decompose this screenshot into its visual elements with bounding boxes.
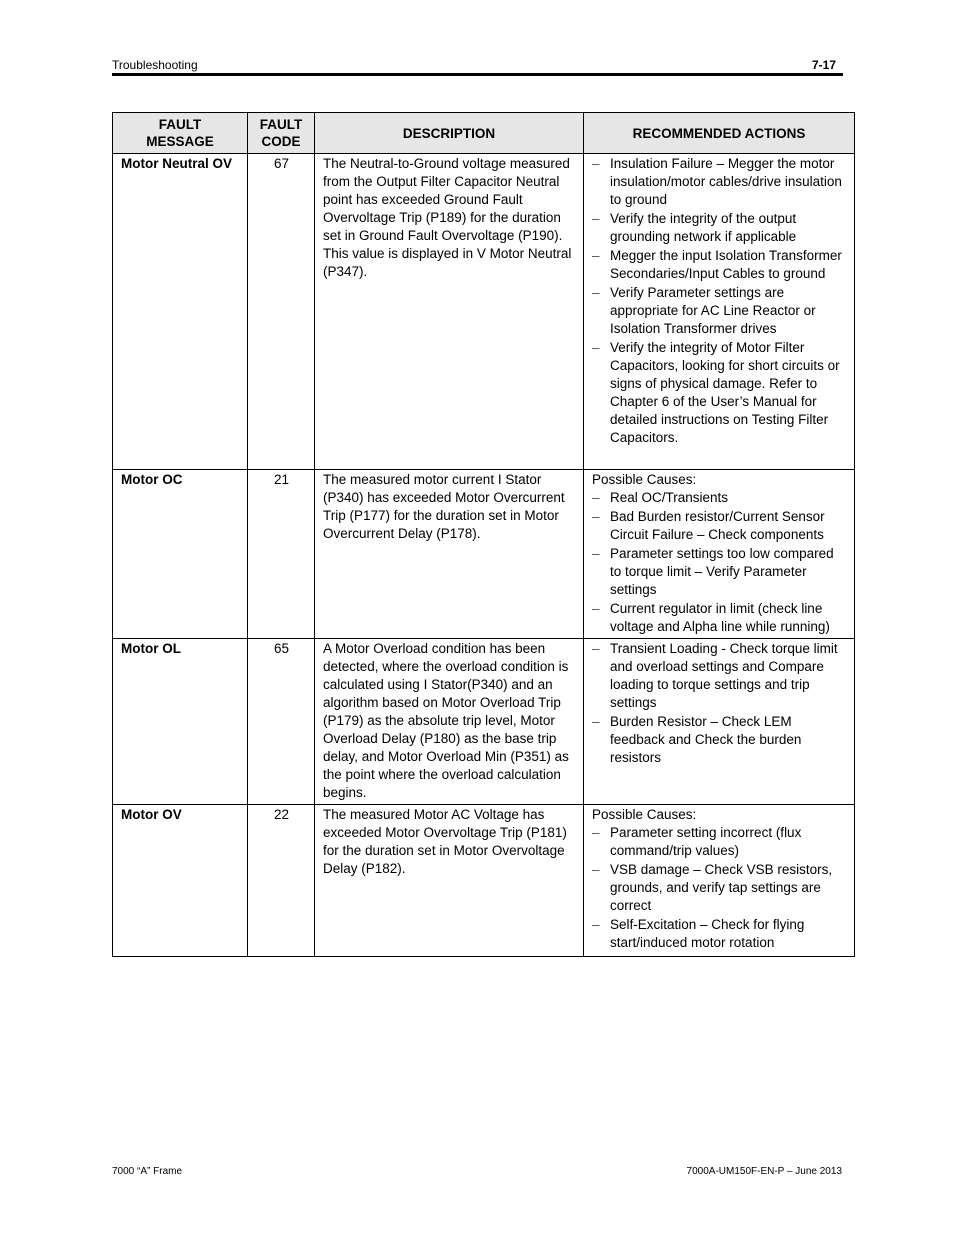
table-row bbox=[113, 470, 855, 639]
list-item: – Self-Excitation – Check for flying start/induced motor rotation bbox=[592, 917, 805, 950]
recommended-actions bbox=[584, 470, 855, 639]
table-row bbox=[113, 639, 855, 805]
fault-code: 21 bbox=[248, 470, 315, 639]
dash-icon: – bbox=[592, 917, 600, 932]
list-item: – Burden Resistor – Check LEM feedback and Check the burden resistors bbox=[592, 714, 802, 765]
header-rule bbox=[112, 73, 843, 76]
dash-icon: – bbox=[592, 641, 600, 656]
dash-icon: – bbox=[592, 248, 600, 263]
table-row bbox=[113, 805, 855, 957]
fault-description: The measured Motor AC Voltage has exceeded Motor Overvoltage Trip (P181) for the duration set in Motor Overvoltage Delay (P182). bbox=[315, 805, 584, 957]
dash-icon: – bbox=[592, 509, 600, 524]
list-item: – Bad Burden resistor/Current Sensor Circuit Failure – Check components bbox=[592, 509, 825, 542]
recommended-actions bbox=[584, 639, 855, 805]
recommended-actions bbox=[584, 154, 855, 470]
dash-icon: – bbox=[592, 340, 600, 355]
list-item: – Real OC/Transients bbox=[592, 490, 729, 505]
column-header-description: DESCRIPTION bbox=[315, 113, 584, 154]
action-list bbox=[592, 489, 847, 636]
action-list bbox=[592, 155, 847, 447]
fault-message: Motor OC bbox=[113, 470, 248, 639]
list-item: – Transient Loading - Check torque limit and overload settings and Compare loading to torque settings and trip settings bbox=[592, 641, 838, 710]
recommended-actions bbox=[584, 805, 855, 957]
list-item: – Insulation Failure – Megger the motor insulation/motor cables/drive insulation to ground bbox=[592, 156, 842, 207]
column-header-fault-message: FAULT MESSAGE bbox=[113, 113, 248, 154]
dash-icon: – bbox=[592, 156, 600, 171]
dash-icon: – bbox=[592, 546, 600, 561]
fault-message: Motor Neutral OV bbox=[113, 154, 248, 470]
fault-code: 65 bbox=[248, 639, 315, 805]
list-item: – Parameter setting incorrect (flux command/trip values) bbox=[592, 825, 802, 858]
list-item: – Verify Parameter settings are appropriate for AC Line Reactor or Isolation Transformer drives bbox=[592, 285, 816, 336]
list-item: – Current regulator in limit (check line voltage and Alpha line while running) bbox=[592, 601, 830, 634]
page-number: 7-17 bbox=[811, 58, 836, 72]
fault-table bbox=[112, 112, 855, 957]
dash-icon: – bbox=[592, 601, 600, 616]
column-header-fault-code: FAULT CODE bbox=[248, 113, 315, 154]
list-item: – Parameter settings too low compared to torque limit – Verify Parameter settings bbox=[592, 546, 834, 597]
action-list bbox=[592, 640, 847, 767]
dash-icon: – bbox=[592, 862, 600, 877]
possible-causes-label: Possible Causes: bbox=[592, 807, 697, 822]
fault-description: The measured motor current I Stator (P340) has exceeded Motor Overcurrent Trip (P177) for the duration set in Motor Overcurrent Delay (P178). bbox=[315, 470, 584, 639]
list-item: – Megger the input Isolation Transformer Secondaries/Input Cables to ground bbox=[592, 248, 842, 281]
section-title: Troubleshooting bbox=[112, 58, 198, 72]
list-item: – Verify the integrity of the output grounding network if applicable bbox=[592, 211, 797, 244]
list-item: – Verify the integrity of Motor Filter Capacitors, looking for short circuits or signs of physical damage. Refer to Chapter 6 of the User’s Manual for detailed instructions on Testing Filter Capacitors. bbox=[592, 340, 840, 445]
dash-icon: – bbox=[592, 714, 600, 729]
fault-message: Motor OL bbox=[113, 639, 248, 805]
dash-icon: – bbox=[592, 211, 600, 226]
table-row bbox=[113, 154, 855, 470]
action-list bbox=[592, 824, 847, 952]
dash-icon: – bbox=[592, 490, 600, 505]
dash-icon: – bbox=[592, 285, 600, 300]
footer-product: 7000 “A” Frame bbox=[112, 1166, 183, 1177]
dash-icon: – bbox=[592, 825, 600, 840]
fault-message: Motor OV bbox=[113, 805, 248, 957]
list-item: – VSB damage – Check VSB resistors, grounds, and verify tap settings are correct bbox=[592, 862, 833, 913]
possible-causes-label: Possible Causes: bbox=[592, 472, 697, 487]
page-footer bbox=[112, 1166, 842, 1182]
table-header-row bbox=[113, 113, 855, 154]
fault-description: The Neutral-to-Ground voltage measured from the Output Filter Capacitor Neutral point has exceeded Ground Fault Overvoltage Trip (P189) for the duration set in Ground Fault Overvoltage (P190). This value is displayed in V Motor Neutral (P347). bbox=[315, 154, 584, 470]
fault-code: 67 bbox=[248, 154, 315, 470]
fault-description: A Motor Overload condition has been detected, where the overload condition is calculated using I Stator(P340) and an algorithm based on Motor Overload Trip (P179) as the absolute trip level, Motor Overload Delay (P180) as the base trip delay, and Motor Overload Min (P351) as the point where the overload calculation begins. bbox=[315, 639, 584, 805]
footer-publication: 7000A-UM150F-EN-P – June 2013 bbox=[686, 1166, 842, 1177]
column-header-recommended-actions: RECOMMENDED ACTIONS bbox=[584, 113, 855, 154]
fault-code: 22 bbox=[248, 805, 315, 957]
